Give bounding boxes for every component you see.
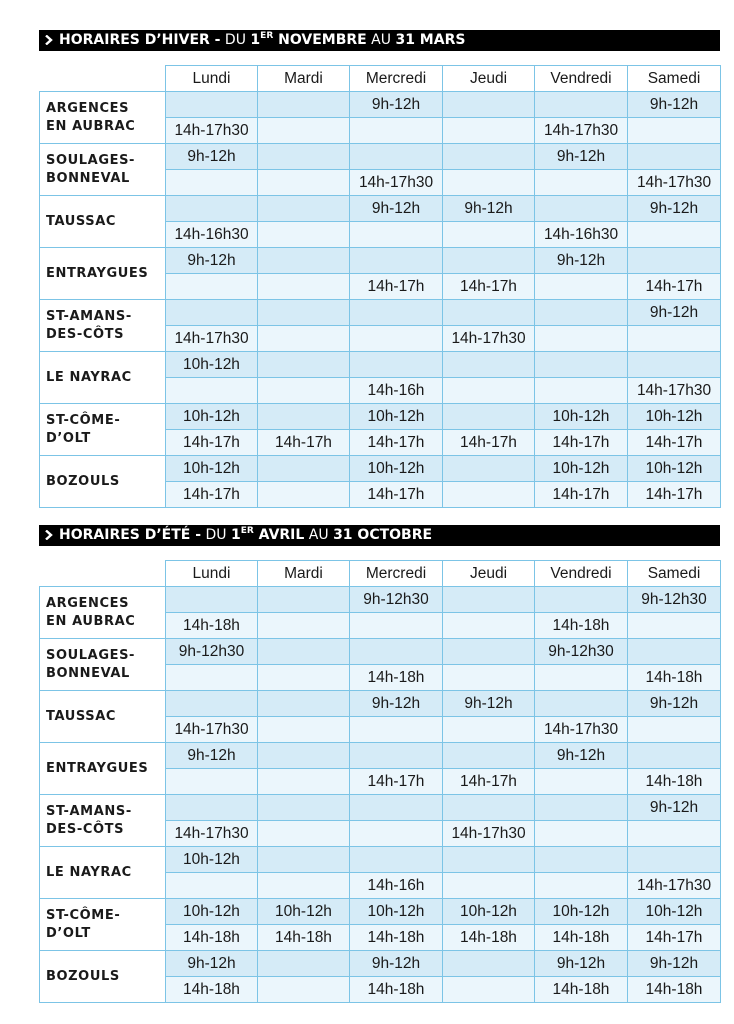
hours-cell: 14h-16h (350, 378, 443, 404)
town-name (40, 639, 166, 691)
hours-cell (350, 326, 443, 352)
hours-cell (628, 717, 721, 743)
town-name-line: ST-CÔME- (46, 907, 121, 923)
hours-cell (350, 248, 443, 274)
winter-title-ordinal: ER (260, 31, 274, 41)
town-name-line: DES-CÔTS (46, 821, 125, 837)
hours-cell (166, 274, 258, 300)
town-name-line: SOULAGES- (46, 152, 136, 168)
town-name-line: BOZOULS (46, 968, 120, 984)
hours-cell (628, 326, 721, 352)
town-name (40, 456, 166, 508)
town-name (40, 352, 166, 404)
hours-cell: 14h-18h (350, 925, 443, 951)
hours-cell (258, 352, 350, 378)
hours-cell (258, 977, 350, 1003)
hours-cell (166, 170, 258, 196)
hours-cell (258, 821, 350, 847)
chevron-right-icon (44, 35, 54, 45)
summer-title-day: 1 (230, 527, 241, 543)
hours-cell (166, 665, 258, 691)
hours-cell: 10h-12h (350, 899, 443, 925)
hours-cell: 10h-12h (443, 899, 535, 925)
hours-cell: 14h-17h (443, 769, 535, 795)
town-name-line: BONNEVAL (46, 665, 130, 681)
hours-cell (166, 300, 258, 326)
town-name-line: D’OLT (46, 925, 91, 941)
hours-cell (535, 665, 628, 691)
town-name (40, 743, 166, 795)
town-name (40, 951, 166, 1003)
hours-cell: 9h-12h (166, 144, 258, 170)
hours-cell (443, 717, 535, 743)
hours-cell (535, 378, 628, 404)
hours-cell (350, 144, 443, 170)
hours-cell: 14h-17h (166, 430, 258, 456)
schedule-row-am (40, 92, 721, 118)
hours-cell: 14h-17h30 (628, 378, 721, 404)
hours-cell: 9h-12h (350, 951, 443, 977)
town-name (40, 196, 166, 248)
hours-cell: 9h-12h (535, 951, 628, 977)
hours-cell (628, 248, 721, 274)
hours-cell: 10h-12h (166, 847, 258, 873)
day-header-row (40, 66, 721, 92)
hours-cell: 14h-17h (628, 430, 721, 456)
hours-cell (535, 873, 628, 899)
hours-cell: 14h-17h (628, 925, 721, 951)
hours-cell (258, 378, 350, 404)
hours-cell: 14h-17h30 (166, 326, 258, 352)
day-header-row (40, 561, 721, 587)
hours-cell (350, 821, 443, 847)
hours-cell (628, 639, 721, 665)
hours-cell: 9h-12h (166, 951, 258, 977)
hours-cell (258, 743, 350, 769)
hours-cell (258, 300, 350, 326)
hours-cell: 14h-17h (350, 274, 443, 300)
hours-cell: 10h-12h (166, 404, 258, 430)
hours-cell (258, 691, 350, 717)
town-name (40, 847, 166, 899)
hours-cell: 9h-12h (350, 691, 443, 717)
hours-cell: 14h-18h (166, 925, 258, 951)
hours-cell: 14h-17h (628, 274, 721, 300)
hours-cell (258, 665, 350, 691)
hours-cell: 9h-12h (628, 92, 721, 118)
hours-cell (166, 196, 258, 222)
hours-cell (628, 821, 721, 847)
schedule-row-am (40, 743, 721, 769)
hours-cell (628, 222, 721, 248)
winter-schedule-table (39, 65, 721, 508)
hours-cell (166, 795, 258, 821)
hours-cell: 14h-18h (258, 925, 350, 951)
hours-cell: 10h-12h (535, 456, 628, 482)
hours-cell: 14h-18h (535, 613, 628, 639)
summer-title-from: DU (201, 527, 231, 543)
hours-cell (166, 92, 258, 118)
hours-cell: 14h-17h (628, 482, 721, 508)
hours-cell (535, 274, 628, 300)
day-header-mercredi: Mercredi (350, 66, 443, 92)
winter-title-end: 31 MARS (395, 32, 466, 48)
hours-cell: 9h-12h (628, 691, 721, 717)
hours-cell (350, 639, 443, 665)
day-header-mardi: Mardi (258, 66, 350, 92)
hours-cell: 14h-17h (258, 430, 350, 456)
hours-cell (443, 352, 535, 378)
hours-cell (443, 378, 535, 404)
hours-cell (258, 873, 350, 899)
hours-cell: 9h-12h30 (166, 639, 258, 665)
chevron-right-icon (44, 530, 54, 540)
hours-cell: 9h-12h30 (535, 639, 628, 665)
hours-cell: 14h-18h (350, 977, 443, 1003)
hours-cell: 14h-18h (443, 925, 535, 951)
town-name (40, 899, 166, 951)
hours-cell (535, 847, 628, 873)
town-name-line: BONNEVAL (46, 170, 130, 186)
town-name-line: EN AUBRAC (46, 118, 136, 134)
day-header-lundi: Lundi (166, 561, 258, 587)
hours-cell (443, 639, 535, 665)
hours-cell (258, 482, 350, 508)
hours-cell (535, 795, 628, 821)
hours-cell (535, 769, 628, 795)
schedule-row-am (40, 352, 721, 378)
hours-cell: 10h-12h (535, 404, 628, 430)
hours-cell (443, 743, 535, 769)
town-name-line: D’OLT (46, 430, 91, 446)
hours-cell (350, 743, 443, 769)
hours-cell: 9h-12h30 (628, 587, 721, 613)
hours-cell (166, 691, 258, 717)
hours-cell (535, 691, 628, 717)
day-header-lundi: Lundi (166, 66, 258, 92)
hours-cell (628, 847, 721, 873)
hours-cell: 14h-18h (350, 665, 443, 691)
day-header-mercredi: Mercredi (350, 561, 443, 587)
hours-cell (258, 326, 350, 352)
hours-cell: 14h-17h30 (166, 821, 258, 847)
hours-cell: 14h-16h (350, 873, 443, 899)
hours-cell: 9h-12h (350, 196, 443, 222)
summer-title-to: AU (304, 527, 334, 543)
hours-cell (258, 92, 350, 118)
summer-title-end: 31 OCTOBRE (333, 527, 433, 543)
schedule-row-am (40, 248, 721, 274)
summer-title-ordinal: ER (240, 526, 254, 536)
hours-cell (166, 587, 258, 613)
day-header-vendredi: Vendredi (535, 66, 628, 92)
hours-cell (258, 170, 350, 196)
hours-cell: 10h-12h (535, 899, 628, 925)
hours-cell (166, 873, 258, 899)
hours-cell (443, 482, 535, 508)
hours-cell (350, 352, 443, 378)
hours-cell (258, 769, 350, 795)
hours-cell: 14h-17h30 (535, 717, 628, 743)
hours-cell (166, 769, 258, 795)
hours-cell: 9h-12h (443, 196, 535, 222)
town-name-line: ST-AMANS- (46, 308, 132, 324)
day-header-samedi: Samedi (628, 561, 721, 587)
hours-cell (350, 613, 443, 639)
hours-cell (628, 613, 721, 639)
schedule-row-am (40, 951, 721, 977)
day-header-jeudi: Jeudi (443, 561, 535, 587)
hours-cell (350, 222, 443, 248)
winter-title-from: DU (220, 32, 251, 48)
hours-cell: 14h-17h30 (628, 873, 721, 899)
summer-title-bar (39, 525, 720, 546)
winter-title-bar (39, 30, 720, 51)
header-corner (40, 561, 166, 587)
hours-cell: 9h-12h (443, 691, 535, 717)
hours-cell (535, 352, 628, 378)
winter-title-start-month: NOVEMBRE (273, 32, 367, 48)
hours-cell (443, 587, 535, 613)
hours-cell (350, 795, 443, 821)
town-name (40, 691, 166, 743)
schedule-row-am (40, 456, 721, 482)
schedule-row-am (40, 691, 721, 717)
hours-cell: 14h-18h (628, 769, 721, 795)
hours-cell: 14h-17h30 (350, 170, 443, 196)
hours-cell (443, 170, 535, 196)
hours-cell: 14h-18h (166, 977, 258, 1003)
hours-cell (535, 92, 628, 118)
schedule-row-am (40, 300, 721, 326)
hours-cell: 14h-17h30 (166, 717, 258, 743)
town-name-line: SOULAGES- (46, 647, 136, 663)
summer-title-label: HORAIRES D’ÉTÉ - (59, 527, 202, 543)
town-name-line: TAUSSAC (46, 213, 117, 229)
hours-cell: 14h-17h30 (443, 326, 535, 352)
hours-cell: 14h-17h (443, 430, 535, 456)
hours-cell (258, 717, 350, 743)
hours-cell (443, 665, 535, 691)
hours-cell (443, 456, 535, 482)
town-name-line: DES-CÔTS (46, 326, 125, 342)
hours-cell (443, 795, 535, 821)
town-name (40, 144, 166, 196)
schedule-row-am (40, 144, 721, 170)
hours-cell (258, 274, 350, 300)
town-name (40, 92, 166, 144)
town-name (40, 248, 166, 300)
hours-cell: 9h-12h (628, 196, 721, 222)
hours-cell (535, 326, 628, 352)
town-name-line: ST-CÔME- (46, 412, 121, 428)
hours-cell: 10h-12h (628, 456, 721, 482)
hours-cell (350, 717, 443, 743)
hours-cell: 10h-12h (628, 404, 721, 430)
town-name-line: ST-AMANS- (46, 803, 132, 819)
hours-cell: 14h-17h30 (628, 170, 721, 196)
schedule-row-am (40, 404, 721, 430)
hours-cell (258, 196, 350, 222)
hours-cell (535, 300, 628, 326)
hours-cell (166, 378, 258, 404)
hours-cell (258, 456, 350, 482)
hours-cell (628, 743, 721, 769)
hours-cell: 14h-17h (350, 430, 443, 456)
hours-cell (258, 639, 350, 665)
hours-cell: 14h-17h (443, 274, 535, 300)
summer-schedule-table (39, 560, 721, 1003)
hours-cell: 14h-16h30 (535, 222, 628, 248)
town-name (40, 795, 166, 847)
hours-cell (258, 118, 350, 144)
hours-cell (443, 118, 535, 144)
hours-cell (443, 144, 535, 170)
hours-cell: 14h-18h (535, 925, 628, 951)
hours-cell (443, 613, 535, 639)
schedule-row-am (40, 639, 721, 665)
hours-cell: 14h-17h (166, 482, 258, 508)
hours-cell: 9h-12h (628, 795, 721, 821)
hours-cell: 14h-17h (535, 482, 628, 508)
hours-cell: 10h-12h (166, 456, 258, 482)
hours-cell (535, 587, 628, 613)
day-header-vendredi: Vendredi (535, 561, 628, 587)
hours-cell: 10h-12h (350, 456, 443, 482)
hours-cell (628, 352, 721, 378)
town-name (40, 300, 166, 352)
town-name-line: ARGENCES (46, 100, 130, 116)
town-name-line: TAUSSAC (46, 708, 117, 724)
hours-cell: 14h-17h30 (443, 821, 535, 847)
hours-cell: 9h-12h (166, 248, 258, 274)
town-name-line: ENTRAYGUES (46, 265, 149, 281)
hours-cell (258, 248, 350, 274)
hours-cell (535, 821, 628, 847)
hours-cell (443, 300, 535, 326)
hours-cell (258, 587, 350, 613)
hours-cell: 14h-18h (628, 977, 721, 1003)
day-header-mardi: Mardi (258, 561, 350, 587)
day-header-samedi: Samedi (628, 66, 721, 92)
schedule-row-am (40, 196, 721, 222)
hours-cell (258, 222, 350, 248)
hours-cell (258, 404, 350, 430)
hours-cell: 10h-12h (166, 352, 258, 378)
town-name (40, 404, 166, 456)
summer-title-start-month: AVRIL (253, 527, 305, 543)
day-header-jeudi: Jeudi (443, 66, 535, 92)
hours-cell: 14h-18h (628, 665, 721, 691)
hours-cell: 14h-17h (535, 430, 628, 456)
hours-cell (535, 196, 628, 222)
hours-cell (443, 248, 535, 274)
hours-cell: 14h-17h (350, 769, 443, 795)
hours-cell (350, 300, 443, 326)
town-name (40, 587, 166, 639)
hours-cell: 9h-12h30 (350, 587, 443, 613)
hours-cell (535, 170, 628, 196)
town-name-line: EN AUBRAC (46, 613, 136, 629)
hours-cell (258, 613, 350, 639)
schedule-row-am (40, 899, 721, 925)
schedule-row-am (40, 587, 721, 613)
schedule-row-am (40, 847, 721, 873)
hours-cell: 14h-17h30 (166, 118, 258, 144)
schedule-row-am (40, 795, 721, 821)
winter-title-to: AU (366, 32, 396, 48)
winter-title-day: 1 (250, 32, 261, 48)
hours-cell: 14h-16h30 (166, 222, 258, 248)
hours-cell: 9h-12h (628, 951, 721, 977)
hours-cell (258, 795, 350, 821)
hours-cell (443, 951, 535, 977)
hours-cell (443, 847, 535, 873)
hours-cell: 9h-12h (535, 144, 628, 170)
hours-cell (443, 873, 535, 899)
hours-cell: 9h-12h (166, 743, 258, 769)
hours-cell (258, 144, 350, 170)
hours-cell (258, 951, 350, 977)
town-name-line: LE NAYRAC (46, 864, 132, 880)
town-name-line: BOZOULS (46, 473, 120, 489)
hours-cell (443, 92, 535, 118)
hours-cell: 9h-12h (628, 300, 721, 326)
hours-cell (443, 977, 535, 1003)
hours-cell (628, 118, 721, 144)
hours-cell (350, 847, 443, 873)
town-name-line: ARGENCES (46, 595, 130, 611)
hours-cell: 9h-12h (535, 248, 628, 274)
hours-cell: 10h-12h (628, 899, 721, 925)
hours-cell: 14h-17h (350, 482, 443, 508)
hours-cell: 10h-12h (258, 899, 350, 925)
hours-cell (443, 404, 535, 430)
town-name-line: ENTRAYGUES (46, 760, 149, 776)
hours-cell (443, 222, 535, 248)
hours-cell: 10h-12h (166, 899, 258, 925)
hours-cell: 14h-18h (535, 977, 628, 1003)
hours-cell (350, 118, 443, 144)
hours-cell: 9h-12h (535, 743, 628, 769)
hours-cell (258, 847, 350, 873)
hours-cell: 10h-12h (350, 404, 443, 430)
hours-cell: 9h-12h (350, 92, 443, 118)
hours-cell (628, 144, 721, 170)
header-corner (40, 66, 166, 92)
winter-title-label: HORAIRES D’HIVER - (59, 32, 221, 48)
town-name-line: LE NAYRAC (46, 369, 132, 385)
hours-cell: 14h-18h (166, 613, 258, 639)
hours-cell: 14h-17h30 (535, 118, 628, 144)
